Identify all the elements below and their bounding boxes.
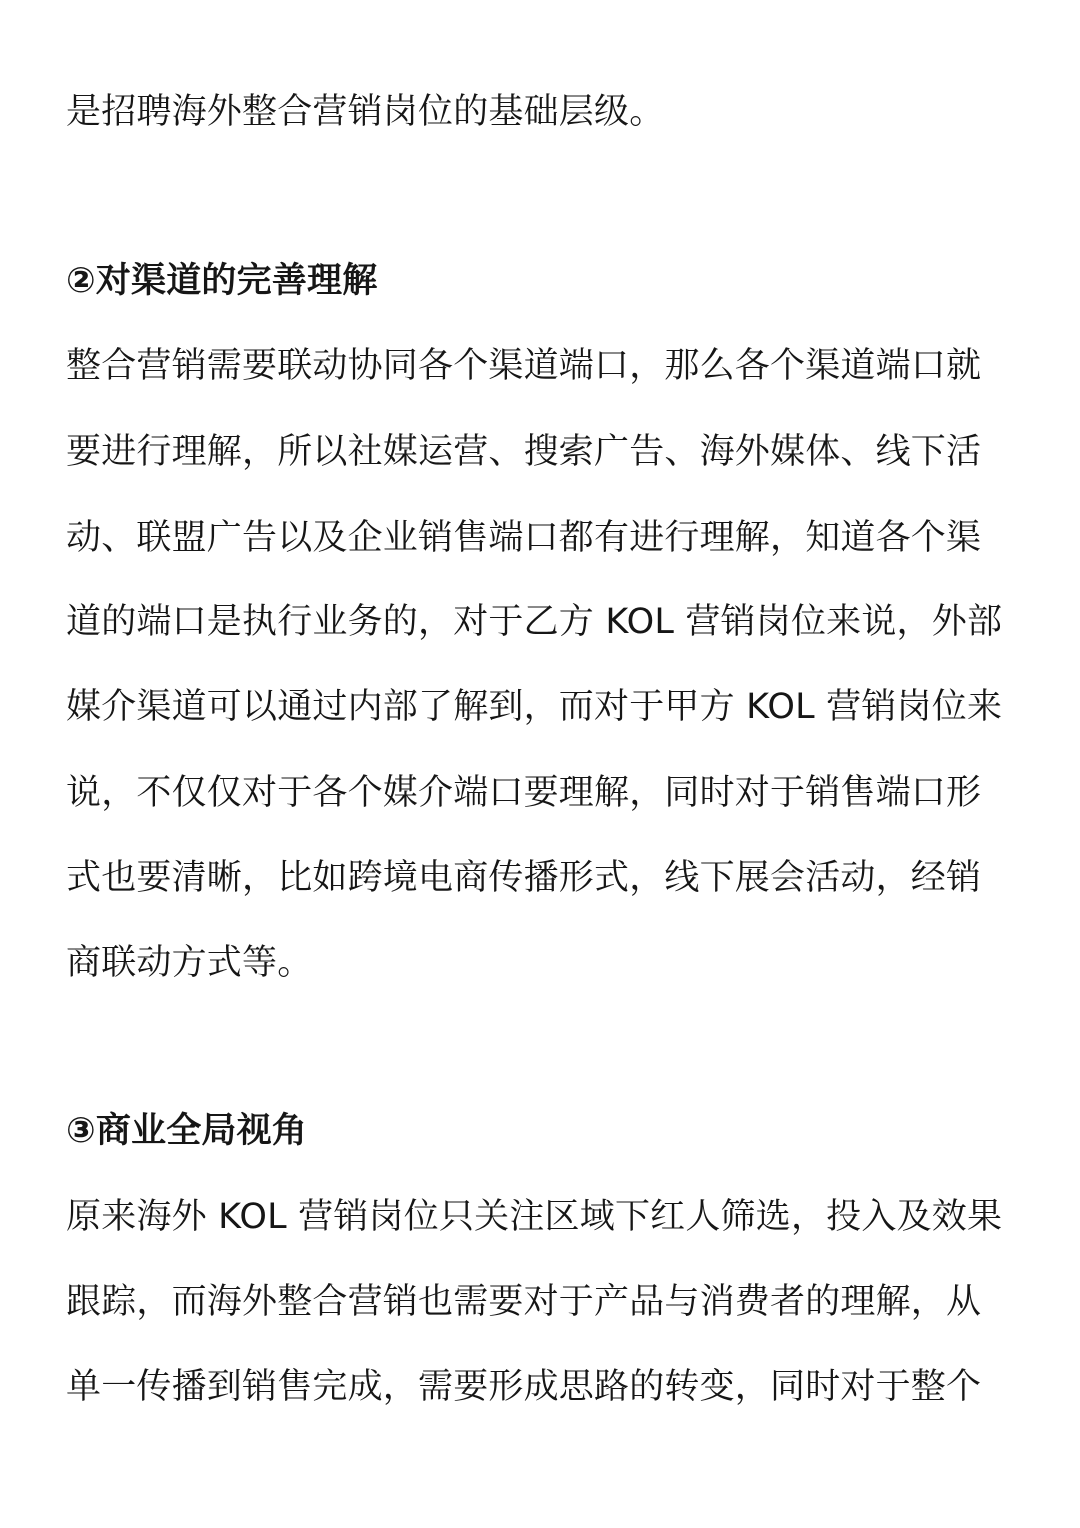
- section-3-line-3: 单一传播到销售完成，需要形成思路的转变，同时对于整个: [66, 1367, 982, 1407]
- section-2-line-6: 说，不仅仅对于各个媒介端口要理解，同时对于销售端口形: [66, 773, 982, 813]
- section-2-line-5: 媒介渠道可以通过内部了解到，而对于甲方 KOL 营销岗位来: [66, 687, 1003, 727]
- section-2-line-7: 式也要清晰，比如跨境电商传播形式，线下展会活动，经销: [66, 858, 982, 898]
- section-3-line-2: 跟踪，而海外整合营销也需要对于产品与消费者的理解，从: [66, 1282, 982, 1322]
- section-2-line-3: 动、联盟广告以及企业销售端口都有进行理解，知道各个渠: [66, 518, 982, 558]
- intro-line-1: 是招聘海外整合营销岗位的基础层级。: [66, 92, 665, 132]
- section-2-heading: ②对渠道的完善理解: [66, 261, 378, 301]
- section-3-heading: ③商业全局视角: [66, 1111, 308, 1151]
- section-2-line-8: 商联动方式等。: [66, 943, 313, 983]
- section-2-line-2: 要进行理解，所以社媒运营、搜索广告、海外媒体、线下活: [66, 432, 982, 472]
- section-3-line-1: 原来海外 KOL 营销岗位只关注区域下红人筛选，投入及效果: [66, 1197, 1003, 1237]
- section-2-line-1: 整合营销需要联动协同各个渠道端口，那么各个渠道端口就: [66, 346, 982, 386]
- section-2-line-4: 道的端口是执行业务的，对于乙方 KOL 营销岗位来说，外部: [66, 602, 1003, 642]
